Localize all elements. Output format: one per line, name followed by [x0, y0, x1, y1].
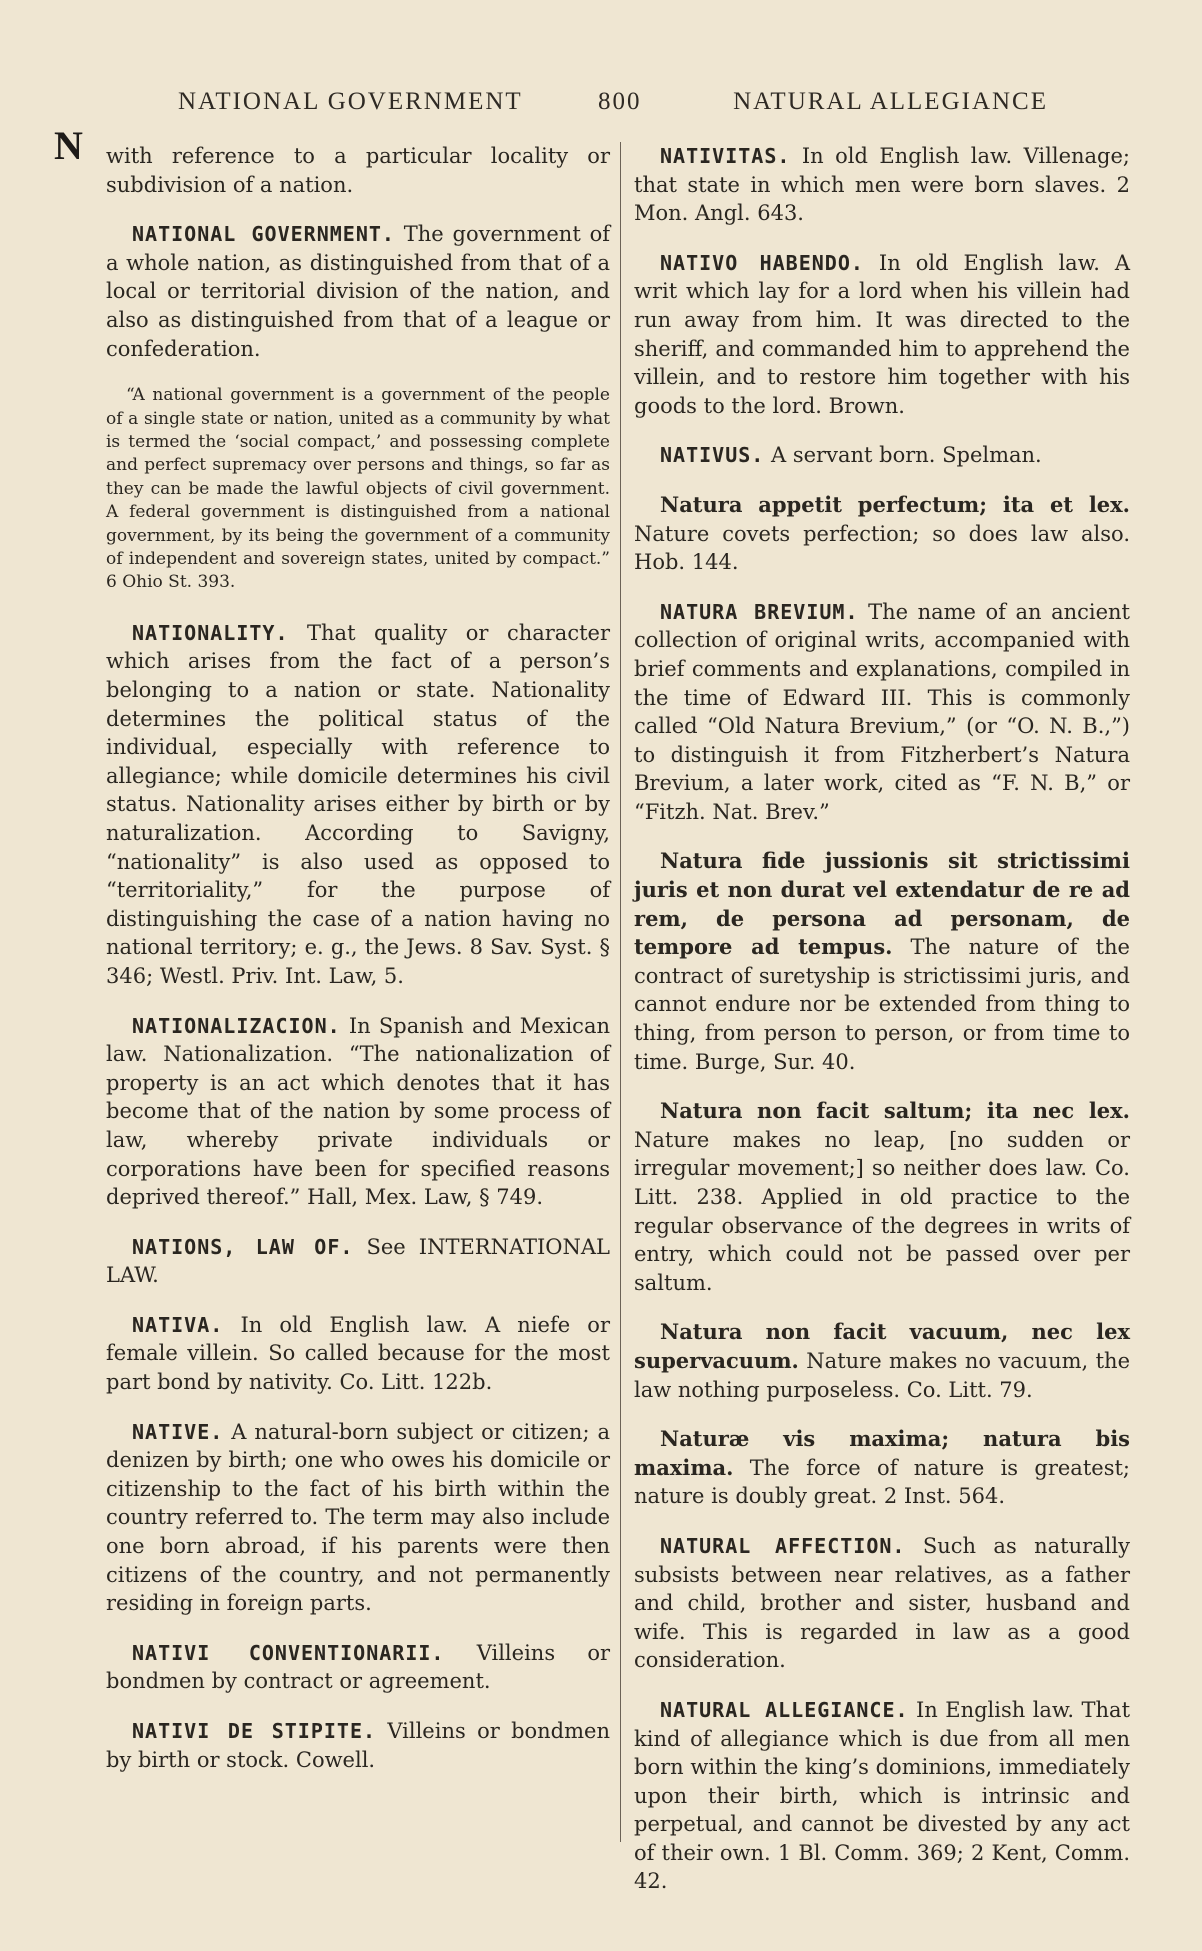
entry-natura-appetit	[634, 491, 1130, 577]
header-right-term: NATURAL ALLEGIANCE	[733, 88, 1048, 115]
maxim: Natura appetit perfectum; ita et lex.	[660, 491, 1130, 517]
headword: NATURAL ALLEGIANCE.	[660, 1697, 909, 1722]
entry-nativo-habendo	[634, 249, 1130, 421]
definition: The name of an ancient collection of original writs, accompanied with brief comments and explanations, compiled in the time of Edward III. This is commonly called “Old Natura Brevium,” (or “O. N. B.,”) to distinguish it from Fitzherbert’s Natura Brevium, a later work, cited as “F. N. B,” or “Fitzh. Nat. Brev.”	[634, 599, 1130, 824]
page-number: 800	[598, 88, 642, 115]
entry-nativitas	[634, 142, 1130, 228]
definition: Villeins or bondmen by birth or stock. Cowell.	[106, 1719, 610, 1772]
maxim: Naturæ vis maxima; natura bis maxima.	[634, 1426, 1130, 1480]
translation: Nature makes no vacuum, the law nothing purposeless. Co. Litt. 79.	[634, 1348, 1130, 1402]
definition: Villeins or bondmen by contract or agreement.	[106, 1640, 611, 1694]
left-column	[106, 142, 610, 1795]
entry-natura-non-facit-saltum	[634, 1097, 1130, 1297]
headword: NATIVUS.	[660, 443, 765, 468]
headword: NATIVE.	[132, 1419, 224, 1444]
headword: NATIVITAS.	[660, 144, 791, 168]
header-left-term: NATIONAL GOVERNMENT	[178, 88, 523, 115]
entry-nationalizacion	[106, 1012, 610, 1212]
entry-naturae-vis-maxima	[634, 1425, 1130, 1511]
headword: NATIONALIZACION.	[132, 1013, 341, 1038]
headword: NATIONAL GOVERNMENT.	[132, 222, 395, 247]
headword: NATURA BREVIUM.	[660, 599, 859, 624]
headword: NATIONS, LAW OF.	[132, 1234, 354, 1259]
maxim: Natura non facit vacuum, nec lex supervacuum.	[634, 1319, 1130, 1373]
quotation-block: “A national government is a government of the people of a single state or nation, united as a community by what is termed the ‘social compact,’ and possessing complete and perfect supremacy over persons and things, so far as they can be made the lawful objects of civil government. A federal government is distinguished from a national government, by its being the government of a community of independent and sovereign states, united by compact.” 6 Ohio St. 393.	[106, 385, 610, 593]
definition: The government of a whole nation, as distinguished from that of a local or territorial division of the nation, and also as distinguished from that of a league or confederation.	[106, 222, 610, 361]
translation: Nature covets perfection; so does law also. Hob. 144.	[634, 521, 1130, 575]
entry-native	[106, 1418, 610, 1618]
entry-nations-law-of	[106, 1233, 610, 1290]
entry-nativi-conventionarii	[106, 1639, 610, 1696]
definition: In English law. That kind of allegiance which is due from all men born within the king’s dominions, immediately upon their birth, which is intrinsic and perpetual, and cannot be divested by any act of their own. 1 Bl. Comm. 369; 2 Kent, Comm. 42.	[634, 1697, 1131, 1894]
headword: NATIVA.	[132, 1312, 224, 1337]
definition: Such as naturally subsists between near relatives, as a father and child, brother and sister, husband and wife. This is regarded in law as a good consideration.	[634, 1533, 1130, 1673]
entry-nativa	[106, 1311, 610, 1397]
definition: A servant born. Spelman.	[771, 443, 1042, 468]
entry-natural-affection	[634, 1532, 1130, 1675]
entry-natura-brevium	[634, 598, 1130, 827]
entry-natura-non-facit-vacuum	[634, 1318, 1130, 1404]
continuation-text: with reference to a particular locality or subdivision of a nation.	[106, 144, 610, 197]
translation: The nature of the contract of suretyship is strictissimi juris, and cannot endure nor be extended from thing to thing, from person to person, or from time to time. Burge, Sur. 40.	[634, 935, 1130, 1074]
definition: In old English law. A writ which lay for a lord when his villein had run away from him. It was directed to the sheriff, and commanded him to apprehend the villein, and to restore him together with his goods to the lord. Brown.	[634, 250, 1130, 418]
right-column	[634, 142, 1130, 1917]
definition: That quality or character which arises from the fact of a person’s belonging to a nation or state. Nationality determines the political status of the individual, especially with reference to allegiance; while domicile determines his civil status. Nationality arises either by birth or by naturalization. According to Savigny, “nationality” is also used as opposed to “territoriality,” for the purpose of distinguishing the case of a nation having no national territory; e. g., the Jews. 8 Sav. Syst. § 346; Westl. Priv. Int. Law, 5.	[106, 620, 610, 988]
thumb-index-letter: N	[54, 123, 83, 168]
maxim: Natura non facit saltum; ita nec lex.	[660, 1098, 1130, 1124]
column-divider	[620, 142, 621, 1842]
entry-nativus	[634, 441, 1130, 470]
entry-nationality	[106, 619, 610, 991]
translation: The force of nature is greatest; nature is doubly great. 2 Inst. 564.	[634, 1455, 1130, 1509]
cross-reference: See INTERNATIONAL LAW.	[106, 1234, 610, 1288]
entry-nativi-de-stipite	[106, 1717, 610, 1774]
headword: NATURAL AFFECTION.	[660, 1533, 906, 1558]
headword: NATIVO HABENDO.	[660, 250, 864, 275]
entry-natura-fide-jussionis	[634, 847, 1130, 1076]
definition: A natural-born subject or citizen; a denizen by birth; one who owes his domicile or citizenship to the fact of his birth within the country referred to. The term may also include one born abroad, if his parents were then citizens of the country, and not permanently residing in foreign parts.	[106, 1419, 610, 1616]
headword: NATIVI DE STIPITE.	[132, 1719, 377, 1743]
entry-national-government	[106, 220, 610, 363]
entry-natural-allegiance	[634, 1696, 1130, 1896]
maxim: Natura fide jussionis sit strictissimi juris et non durat vel extendatur de re ad rem, de persona ad personam, de tempore ad tempus.	[634, 848, 1130, 960]
headword: NATIONALITY.	[132, 620, 289, 645]
definition: In old English law. A niefe or female villein. So called because for the most part bond by nativity. Co. Litt. 122b.	[106, 1312, 610, 1395]
translation: Nature makes no leap, [no sudden or irregular movement;] so neither does law. Co. Litt. 238. Applied in old practice to the regular observance of the degrees in writs of entry, which could not be passed over per saltum.	[634, 1127, 1130, 1295]
headword: NATIVI CONVENTIONARII.	[132, 1640, 445, 1665]
running-header	[178, 88, 1048, 122]
definition: In old English law. Villenage; that state in which men were born slaves. 2 Mon. Angl. 643.	[634, 144, 1130, 226]
definition: In Spanish and Mexican law. Nationalization. “The nationalization of property is an act which denotes that it has become that of the nation by some process of law, whereby private individuals or corporations have been for specified reasons deprived thereof.” Hall, Mex. Law, § 749.	[106, 1013, 610, 1210]
